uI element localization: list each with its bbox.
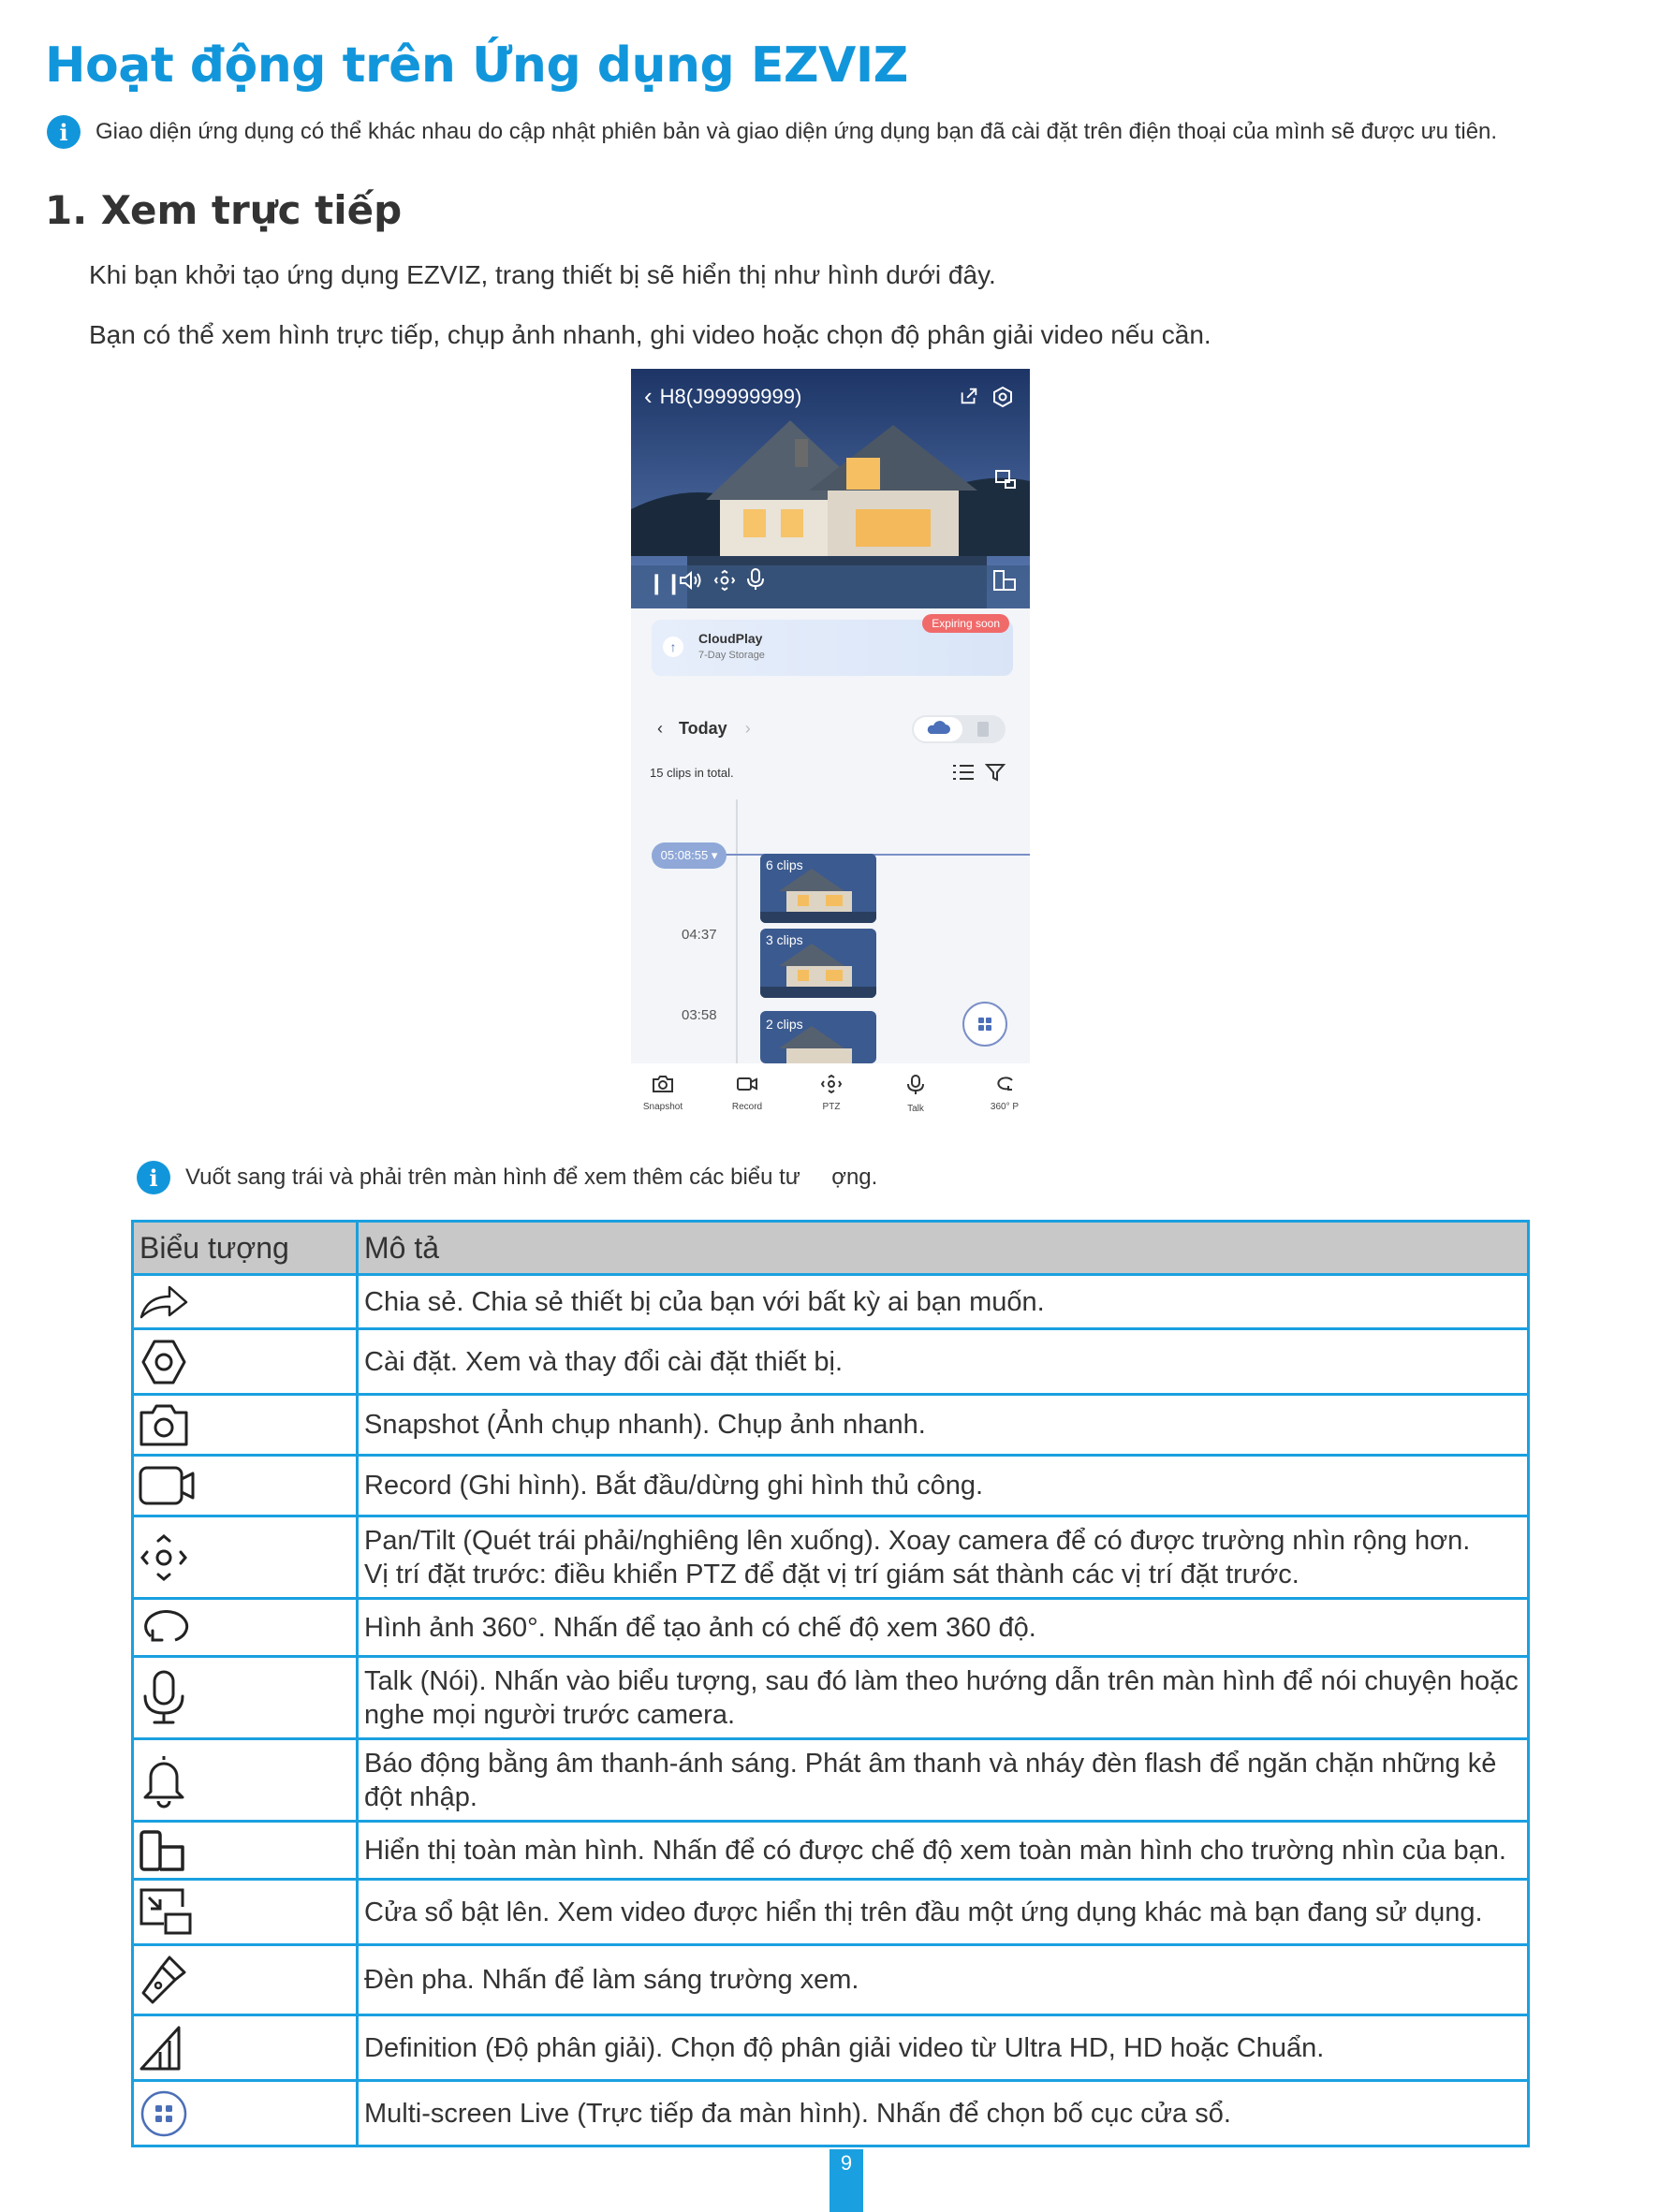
info-note-text: Giao diện ứng dụng có thể khác nhau do cập nhật phiên bản và giao diện ứng dụng bạn đã cài đặt trên điện thoại của mình sẽ được ưu tiên. [95, 119, 1498, 144]
clip-thumbnail[interactable] [760, 929, 876, 998]
share-icon [138, 1282, 190, 1323]
row-description: Hình ảnh 360°. Nhấn để tạo ảnh có chế độ xem 360 độ. [358, 1599, 1529, 1657]
video-icon [138, 1464, 198, 1507]
expiring-badge: Expiring soon [922, 614, 1009, 633]
row-description: Chia sẻ. Chia sẻ thiết bị của bạn với bất kỳ ai bạn muốn. [358, 1275, 1529, 1329]
today-label: Today [679, 719, 727, 738]
chevron-right-icon[interactable]: › [744, 719, 751, 738]
row-description: Multi-screen Live (Trực tiếp đa màn hình). Nhấn để chọn bố cục cửa sổ. [358, 2081, 1529, 2146]
popup-window-icon [138, 1886, 194, 1939]
record-button[interactable]: Record [719, 1075, 775, 1112]
header-description: Mô tả [358, 1222, 1529, 1275]
row-description: Đèn pha. Nhấn để làm sáng trường xem. [358, 1945, 1529, 2015]
filter-icon[interactable] [985, 762, 1006, 787]
time-label: 04:37 [682, 927, 717, 943]
row-description: Báo động bằng âm thanh-ánh sáng. Phát âm thanh và nháy đèn flash để ngăn chặn những kẻ đột nhập. [358, 1739, 1529, 1822]
clips-total: 15 clips in total. [650, 766, 734, 780]
row-description: Hiển thị toàn màn hình. Nhấn để có được chế độ xem toàn màn hình cho trường nhìn của bạn. [358, 1822, 1529, 1880]
table-row [133, 1395, 1529, 1456]
table-row [133, 1739, 1529, 1822]
header-icon: Biểu tượng [133, 1222, 358, 1275]
time-label: 03:58 [682, 1007, 717, 1023]
row-description-preset: Vị trí đặt trước: điều khiển PTZ để đặt vị trí giám sát thành các vị trí đặt trước. [364, 1559, 1299, 1589]
list-icon[interactable] [951, 762, 976, 787]
app-screenshot [631, 369, 1030, 1133]
swipe-note-text: Vuốt sang trái và phải trên màn hình để xem thêm các biểu tư ợng. [185, 1165, 878, 1190]
cloud-card[interactable] [652, 617, 1013, 676]
clip-thumbnail[interactable] [760, 1011, 876, 1063]
sd-card-icon[interactable] [977, 722, 989, 737]
speaker-icon[interactable] [678, 569, 702, 592]
table-row [133, 1880, 1529, 1945]
table-row [133, 1329, 1529, 1395]
icon-legend-table [131, 1220, 1530, 2147]
camera-icon [652, 1075, 674, 1093]
device-header [644, 382, 801, 411]
row-description: Cài đặt. Xem và thay đổi cài đặt thiết bị. [358, 1329, 1529, 1395]
fullscreen-icon [138, 1828, 190, 1873]
storage-toggle[interactable] [912, 715, 1006, 743]
pause-icon[interactable]: ❙❙ [648, 571, 683, 594]
info-icon: i [137, 1161, 170, 1194]
cloud-icon [914, 717, 962, 741]
row-description: Talk (Nói). Nhấn vào biểu tượng, sau đó làm theo hướng dẫn trên màn hình để nói chuyện hoặc nghe mọi người trước camera. [358, 1657, 1529, 1739]
cloud-subtitle: 7-Day Storage [698, 650, 765, 661]
panorama-360-icon [138, 1604, 190, 1651]
row-description: Definition (Độ phân giải). Chọn độ phân giải video từ Ultra HD, HD hoặc Chuẩn. [358, 2015, 1529, 2081]
microphone-icon [138, 1668, 190, 1728]
table-row [133, 1657, 1529, 1739]
info-note [47, 115, 1497, 149]
ptz-icon [138, 1530, 190, 1586]
clip-count: 6 clips [766, 857, 803, 872]
multi-screen-button[interactable] [962, 1002, 1007, 1047]
table-row [133, 1945, 1529, 2015]
table-row [133, 2015, 1529, 2081]
multi-screen-icon [964, 1003, 1006, 1045]
date-selector[interactable] [657, 719, 751, 739]
table-row [133, 1822, 1529, 1880]
microphone-icon [904, 1075, 927, 1095]
back-icon[interactable]: ‹ [644, 382, 653, 410]
bottom-toolbar [631, 1063, 1030, 1133]
settings-icon[interactable] [991, 386, 1014, 408]
paragraph-2: Bạn có thể xem hình trực tiếp, chụp ảnh nhanh, ghi video hoặc chọn độ phân giải video nếu cần. [89, 320, 1211, 349]
info-icon: i [47, 115, 81, 149]
clip-count: 3 clips [766, 932, 803, 947]
flashlight-icon [138, 1952, 190, 2008]
cloud-upload-icon: ↑ [663, 637, 683, 657]
settings-icon [138, 1336, 190, 1388]
microphone-icon[interactable] [745, 567, 766, 592]
panorama-button[interactable]: 360° P [979, 1075, 1030, 1112]
clip-count: 2 clips [766, 1017, 803, 1032]
snapshot-button[interactable]: Snapshot [635, 1075, 691, 1112]
table-row [133, 1456, 1529, 1516]
multi-screen-icon [138, 2087, 190, 2140]
page-number: 9 [830, 2149, 863, 2212]
current-time-pill[interactable]: 05:08:55 ▾ [652, 842, 727, 869]
row-description: Record (Ghi hình). Bắt đầu/dừng ghi hình thủ công. [358, 1456, 1529, 1516]
row-description: Snapshot (Ảnh chụp nhanh). Chụp ảnh nhanh. [358, 1395, 1529, 1456]
swipe-note [137, 1161, 877, 1194]
row-description: Pan/Tilt (Quét trái phải/nghiêng lên xuống). Xoay camera để có được trường nhìn rộng hơn. [364, 1525, 1471, 1556]
live-view [631, 369, 1030, 608]
definition-icon [138, 2022, 190, 2074]
bell-icon [138, 1751, 190, 1810]
clip-thumbnail[interactable] [760, 854, 876, 923]
table-row [133, 1275, 1529, 1329]
video-icon [736, 1075, 758, 1093]
device-name: H8(J99999999) [659, 384, 802, 408]
ptz-icon [820, 1075, 843, 1093]
cloud-name: CloudPlay [698, 631, 763, 646]
page-title: Hoạt động trên Ứng dụng EZVIZ [45, 37, 908, 94]
chevron-left-icon[interactable]: ‹ [657, 719, 663, 738]
popup-window-icon[interactable] [994, 468, 1017, 491]
talk-button[interactable]: Talk [888, 1075, 944, 1114]
table-header-row [133, 1222, 1529, 1275]
fullscreen-icon[interactable] [992, 569, 1019, 592]
paragraph-1: Khi bạn khởi tạo ứng dụng EZVIZ, trang thiết bị sẽ hiển thị như hình dưới đây. [89, 260, 996, 289]
panorama-360-icon [993, 1075, 1016, 1093]
row-description: Cửa sổ bật lên. Xem video được hiển thị trên đầu một ứng dụng khác mà bạn đang sử dụng. [358, 1880, 1529, 1945]
ptz-button[interactable]: PTZ [803, 1075, 859, 1112]
share-icon[interactable] [959, 386, 979, 406]
table-row [133, 2081, 1529, 2146]
timeline[interactable] [736, 799, 738, 1071]
table-row [133, 1516, 1529, 1599]
ptz-icon[interactable] [713, 569, 736, 592]
camera-icon [138, 1401, 190, 1448]
table-row [133, 1599, 1529, 1657]
section-heading: 1. Xem trực tiếp [45, 187, 403, 233]
